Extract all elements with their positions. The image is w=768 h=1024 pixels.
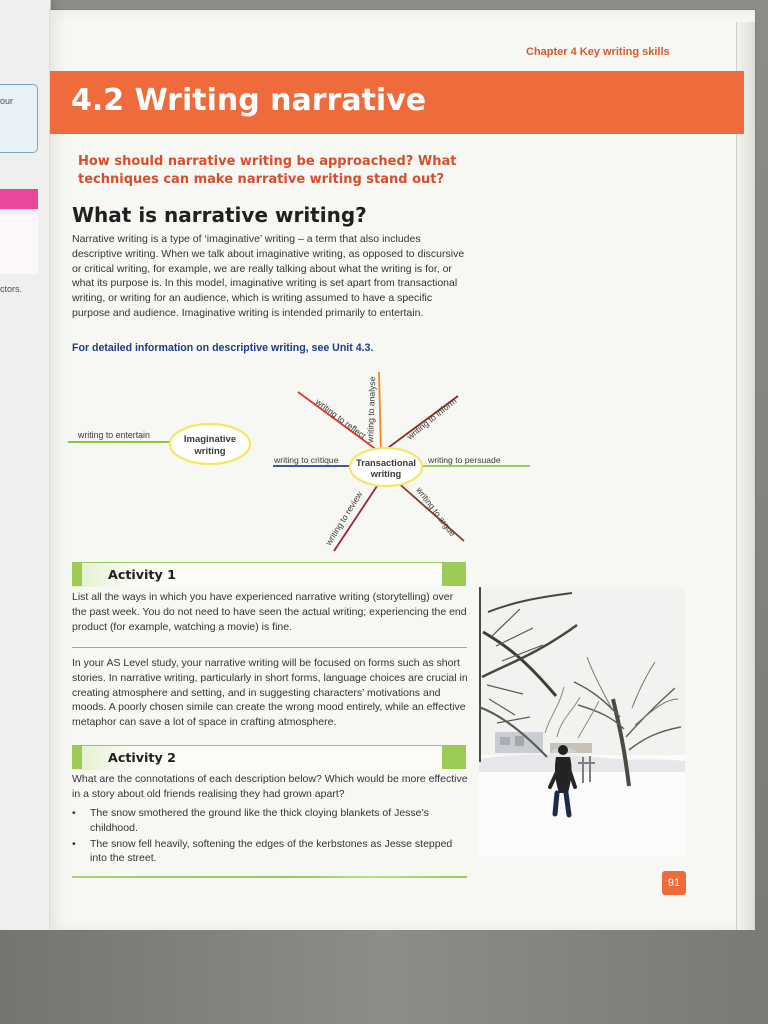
activity-2-right-marker bbox=[442, 746, 466, 769]
critique-spoke-label: writing to critique bbox=[274, 455, 339, 465]
page-right-edge bbox=[736, 22, 755, 931]
page-number-badge: 91 bbox=[662, 871, 686, 895]
analyse-spoke-line bbox=[379, 372, 381, 453]
review-spoke-label: writing to review bbox=[323, 489, 365, 548]
activity-1-left-marker bbox=[72, 563, 82, 586]
activity-2-title: Activity 2 bbox=[108, 750, 176, 765]
left-page-fragment-middle: ctors. bbox=[0, 284, 23, 294]
intro-paragraph: Narrative writing is a type of ‘imaginative’ writing – a term that also includes descriptive writing. When we talk about imaginative writing, as opposed to discursive or critical writing, for example, we are really talking about what the writing is for, or what its purpose is. In this model, imaginative writing is set apart from transactional writing, or writing for an audience, which is writing assumed to have a specific purpose and audience. Imaginative writing is intended primarily to entertain. bbox=[72, 233, 465, 319]
activity-2-header bbox=[72, 745, 466, 770]
section-title: 4.2 Writing narrative bbox=[71, 83, 427, 118]
scanner-background bbox=[0, 930, 768, 1024]
subheading: What is narrative writing? bbox=[72, 203, 367, 227]
chapter-header: Chapter 4 Key writing skills bbox=[526, 46, 670, 58]
transactional-node-line-2: writing bbox=[370, 469, 402, 479]
reflect-spoke-label: writing to reflect bbox=[313, 396, 368, 441]
inform-spoke-label: writing to inform bbox=[404, 395, 459, 442]
activity-2-bottom-rule bbox=[72, 876, 467, 878]
cross-reference-link: For detailed information on descriptive writing, see Unit 4.3. bbox=[72, 342, 374, 354]
left-page-fragment-top: our bbox=[0, 96, 14, 106]
left-page-edge bbox=[0, 0, 51, 930]
transactional-node-line-1: Transactional bbox=[356, 458, 416, 468]
guiding-question: How should narrative writing be approached? What techniques can make narrative writing stand out? bbox=[78, 154, 457, 187]
activity-2-prompt: What are the connotations of each description below? Which would be more effective in a story about old friends realising they had grown apart? bbox=[72, 773, 468, 800]
section-title-bar bbox=[50, 71, 744, 134]
snowy-park-photo bbox=[479, 587, 685, 856]
left-page-blue-box bbox=[0, 84, 38, 153]
activity-1-right-marker bbox=[442, 563, 466, 586]
imaginative-node-line-1: Imaginative bbox=[183, 434, 237, 445]
activity-2-bullet-1: • The snow smothered the ground like the thick cloying blankets of Jesse’s childhood. bbox=[72, 806, 470, 836]
left-page-pink-band bbox=[0, 189, 38, 209]
left-branch-label: writing to entertain bbox=[78, 430, 150, 440]
right-page bbox=[50, 10, 755, 931]
activity-2-bullet-2: • The snow fell heavily, softening the edges of the kerbstones as Jesse stepped into the street. bbox=[72, 837, 470, 867]
left-page-tinted-panel bbox=[0, 214, 38, 274]
snowy-park-photo-svg bbox=[479, 587, 685, 856]
analyse-spoke-label: writing to analyse bbox=[365, 376, 378, 444]
activity-1-title: Activity 1 bbox=[108, 567, 176, 582]
writing-purposes-diagram bbox=[68, 360, 533, 563]
argue-spoke-label: writing to argue bbox=[414, 485, 458, 539]
activity-2-bullet-list bbox=[72, 806, 470, 867]
writing-purposes-diagram-svg bbox=[68, 360, 533, 563]
activity-1-header bbox=[72, 562, 466, 587]
persuade-spoke-label: writing to persuade bbox=[428, 455, 501, 465]
activity-2-left-marker bbox=[72, 746, 82, 769]
activity-1-instructions: List all the ways in which you have experienced narrative writing (storytelling) over the past week. You do not need to have seen the actual writing; experiencing the end product (for example, watching a movie) is fine. bbox=[72, 591, 467, 633]
study-paragraph: In your AS Level study, your narrative writing will be focused on forms such as short stories. In narrative writing, particularly in short forms, language choices are crucial in creating atmosphere and setting, and in suggesting characters’ motivations and moods. A poorly chosen simile can create the wrong mood entirely, while an effective metaphor can save a lot of space in crafting atmosphere. bbox=[72, 657, 468, 729]
imaginative-node-line-2: writing bbox=[194, 446, 226, 457]
activity-1-bottom-rule bbox=[72, 647, 467, 648]
